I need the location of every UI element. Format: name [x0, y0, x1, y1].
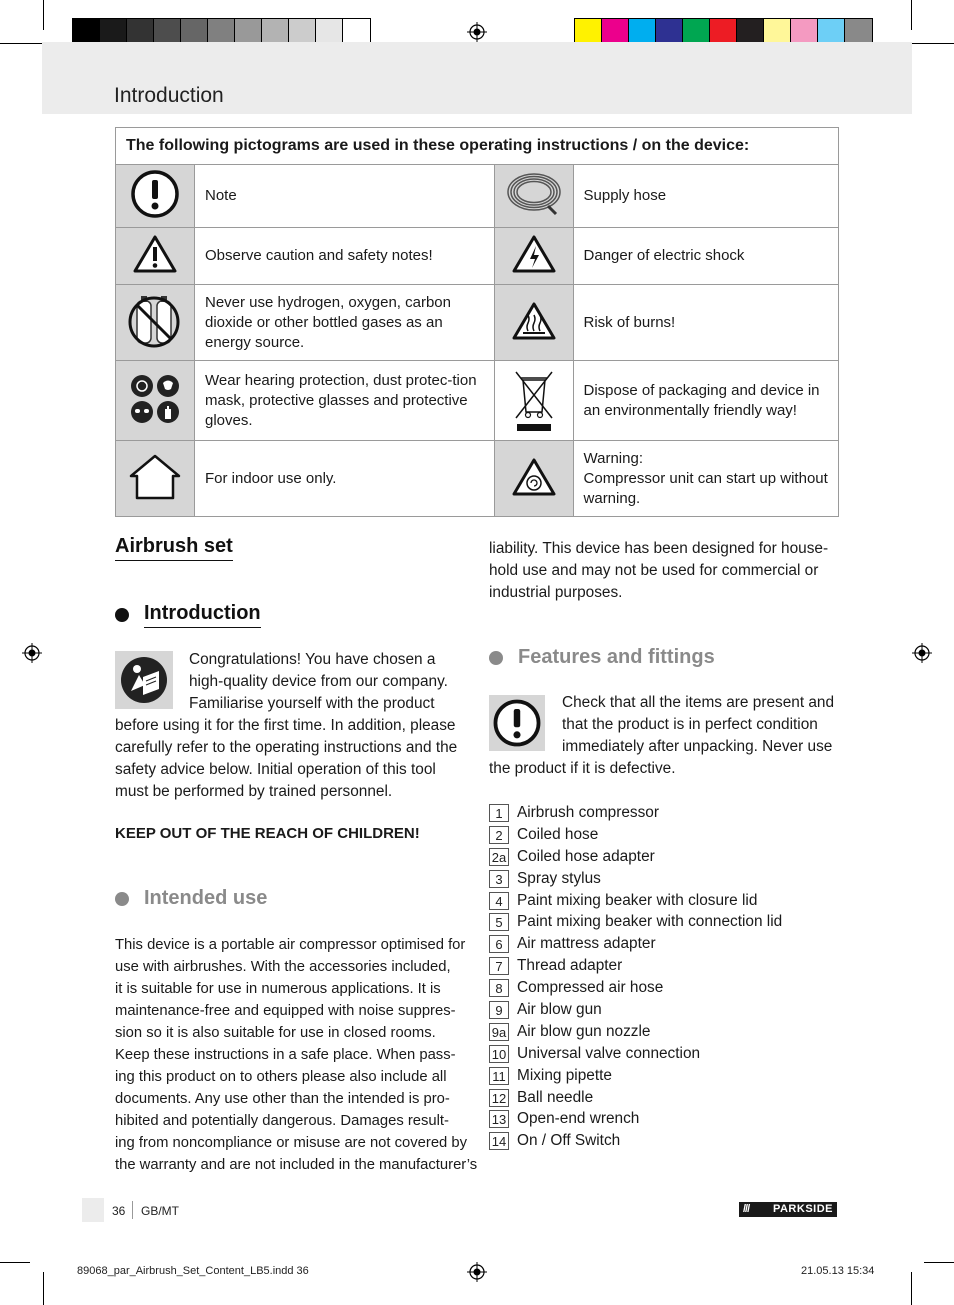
item-number-badge: 1	[489, 804, 509, 822]
pictogram-label: Note	[195, 165, 495, 228]
hot-surface-triangle-icon	[511, 301, 557, 341]
bullet-icon	[489, 651, 503, 665]
item-label: Air mattress adapter	[517, 935, 656, 953]
text-line: This device is a portable air compressor optimised for	[115, 937, 466, 953]
list-item	[489, 890, 782, 912]
pictogram-table	[115, 127, 839, 517]
burns-icon-cell	[494, 285, 573, 361]
text-line: immediately after unpacking. Never use	[562, 738, 833, 755]
list-item	[489, 1043, 782, 1065]
item-number-badge: 10	[489, 1045, 509, 1063]
list-item	[489, 868, 782, 890]
registration-mark-icon	[912, 643, 932, 663]
no-gas-bottles-icon	[127, 291, 183, 351]
item-number-badge: 3	[489, 870, 509, 888]
crop-mark	[924, 1262, 954, 1263]
crop-mark	[0, 43, 42, 44]
house-icon	[127, 452, 183, 502]
warning-triangle-icon	[132, 234, 178, 274]
list-item	[489, 911, 782, 933]
slug-date: 21.05.13 15:34	[801, 1265, 875, 1277]
text-line: sion so it is also suitable for use in closed rooms.	[115, 1025, 436, 1041]
item-number-badge: 4	[489, 892, 509, 910]
exclamation-circle-icon	[129, 168, 181, 220]
list-item	[489, 1087, 782, 1109]
text-line: Congratulations! You have chosen a	[189, 651, 436, 668]
item-number-badge: 6	[489, 935, 509, 953]
pictogram-label: Warning: Compressor unit can start up without warning.	[573, 441, 838, 517]
item-number-badge: 2	[489, 826, 509, 844]
list-item	[489, 1130, 782, 1152]
slug-file: 89068_par_Airbrush_Set_Content_LB5.indd 36	[77, 1265, 309, 1277]
item-number-badge: 7	[489, 957, 509, 975]
section-heading-airbrush-set: Airbrush set	[115, 535, 233, 561]
text-line: carefully refer to the operating instructions and the	[115, 739, 458, 756]
text-line: the product if it is defective.	[489, 760, 676, 777]
electric-icon-cell	[494, 228, 573, 285]
footer-divider	[132, 1201, 133, 1219]
crop-mark	[43, 0, 44, 30]
text-line: safety advice below. Initial operation of this tool	[115, 761, 436, 778]
features-list	[489, 802, 782, 1152]
text-line: liability. This device has been designed for house-	[489, 540, 829, 557]
caution-icon-cell	[116, 228, 195, 285]
gas-icon-cell	[116, 285, 195, 361]
item-label: Air blow gun nozzle	[517, 1022, 651, 1040]
crop-mark	[0, 1262, 30, 1263]
pictogram-label: Dispose of packaging and device in an environmentally friendly way!	[573, 361, 838, 441]
crop-mark	[911, 0, 912, 30]
text-line: use with airbrushes. With the accessories included,	[115, 959, 451, 975]
item-label: Coiled hose adapter	[517, 847, 655, 865]
indoor-icon-cell	[116, 441, 195, 517]
text-line: hold use and may not be used for commercial or	[489, 562, 819, 579]
exclamation-circle-icon	[489, 695, 545, 751]
section-heading-intended-use	[115, 887, 267, 910]
item-number-badge: 8	[489, 979, 509, 997]
locale-label: GB/MT	[141, 1204, 179, 1218]
registration-mark-icon	[467, 22, 487, 42]
list-item	[489, 999, 782, 1021]
protective-gear-icons	[127, 371, 183, 427]
page-number: 36	[112, 1204, 126, 1218]
electric-shock-triangle-icon	[511, 234, 557, 274]
list-item	[489, 1021, 782, 1043]
disposal-icon-cell	[494, 361, 573, 441]
note-icon-box	[489, 695, 545, 751]
item-label: Mixing pipette	[517, 1066, 612, 1084]
brand-logo	[739, 1202, 837, 1217]
item-label: On / Off Switch	[517, 1132, 621, 1150]
bullet-icon	[115, 892, 129, 906]
brand-name: PARKSIDE	[772, 1203, 833, 1215]
text-line: the warranty and are not included in the manufacturer’s	[115, 1157, 478, 1173]
text-line: that the product is in perfect condition	[562, 716, 818, 733]
item-number-badge: 5	[489, 913, 509, 931]
text-line: before using it for the first time. In addition, please	[115, 717, 456, 734]
check-paragraph	[489, 758, 676, 780]
text-line: high-quality device from our company.	[189, 673, 448, 690]
read-manual-icon	[115, 651, 173, 709]
text-line: Familiarise yourself with the product	[189, 695, 435, 712]
text-line: it is suitable for use in numerous applications. It is	[115, 981, 441, 997]
item-label: Paint mixing beaker with connection lid	[517, 913, 783, 931]
logo-stripes-icon: ///	[743, 1203, 750, 1215]
intro-paragraph-wrapped	[189, 649, 448, 715]
note-icon-cell	[116, 165, 195, 228]
item-number-badge: 9	[489, 1001, 509, 1019]
coiled-hose-icon	[502, 166, 566, 222]
text-line: Check that all the items are present and	[562, 694, 835, 711]
item-number-badge: 2a	[489, 848, 509, 866]
pictogram-label: Never use hydrogen, oxygen, carbon dioxide or other bottled gases as an energy source.	[195, 285, 495, 361]
item-number-badge: 12	[489, 1089, 509, 1107]
text-line: ing this product on to others please also include all	[115, 1069, 447, 1085]
crop-mark	[43, 1272, 44, 1305]
protection-icon-cell	[116, 361, 195, 441]
item-label: Open-end wrench	[517, 1110, 640, 1128]
bullet-icon	[115, 608, 129, 622]
liability-paragraph	[489, 538, 828, 604]
item-number-badge: 11	[489, 1067, 509, 1085]
text-line: hibited and potentially dangerous. Damages result-	[115, 1113, 449, 1129]
text-line: industrial purposes.	[489, 584, 623, 601]
item-number-badge: 14	[489, 1132, 509, 1150]
check-paragraph-wrapped	[562, 692, 834, 758]
list-item	[489, 846, 782, 868]
auto-start-triangle-icon	[511, 457, 557, 497]
read-manual-icon-box	[115, 651, 173, 709]
item-label: Spray stylus	[517, 869, 601, 887]
page-title: Introduction	[114, 84, 224, 107]
item-label: Air blow gun	[517, 1000, 602, 1018]
heading-text: Intended use	[144, 887, 268, 909]
pictogram-table-heading: The following pictograms are used in these operating instructions / on the device:	[116, 128, 839, 165]
list-item	[489, 977, 782, 999]
text-line: maintenance-free and equipped with noise suppres-	[115, 1003, 456, 1019]
item-label: Thread adapter	[517, 957, 623, 975]
list-item	[489, 1065, 782, 1087]
pictogram-label: Observe caution and safety notes!	[195, 228, 495, 285]
auto-start-icon-cell	[494, 441, 573, 517]
section-heading-features	[489, 646, 715, 669]
item-label: Ball needle	[517, 1088, 594, 1106]
crop-mark	[911, 1272, 912, 1305]
item-label: Paint mixing beaker with closure lid	[517, 891, 758, 909]
item-label: Coiled hose	[517, 825, 599, 843]
item-label: Compressed air hose	[517, 979, 664, 997]
text-line: Keep these instructions in a safe place. When pass-	[115, 1047, 456, 1063]
heading-text: Features and fittings	[518, 646, 715, 668]
list-item	[489, 802, 782, 824]
section-heading-introduction	[115, 602, 261, 628]
text-line: ing from noncompliance or misuse are not covered by	[115, 1135, 468, 1151]
heading-text: Introduction	[144, 602, 261, 628]
registration-mark-icon	[467, 1262, 487, 1282]
child-warning: KEEP OUT OF THE REACH OF CHILDREN!	[115, 825, 420, 842]
item-label: Universal valve connection	[517, 1044, 701, 1062]
pictogram-label: Wear hearing protection, dust protec-tion mask, protective glasses and protective gloves.	[195, 361, 495, 441]
pictogram-label: Supply hose	[573, 165, 838, 228]
intended-use-paragraph	[115, 934, 477, 1176]
pictogram-label: Danger of electric shock	[573, 228, 838, 285]
pictogram-label: For indoor use only.	[195, 441, 495, 517]
hose-icon-cell	[494, 165, 573, 228]
intro-paragraph	[115, 715, 457, 803]
list-item	[489, 824, 782, 846]
crop-mark	[912, 43, 954, 44]
text-line: documents. Any use other than the intended is pro-	[115, 1091, 450, 1107]
footer-tab	[82, 1198, 104, 1222]
list-item	[489, 933, 782, 955]
item-label: Airbrush compressor	[517, 803, 659, 821]
list-item	[489, 955, 782, 977]
item-number-badge: 9a	[489, 1023, 509, 1041]
registration-mark-icon	[22, 643, 42, 663]
pictogram-label: Risk of burns!	[573, 285, 838, 361]
item-number-badge: 13	[489, 1110, 509, 1128]
list-item	[489, 1108, 782, 1130]
text-line: must be performed by trained personnel.	[115, 783, 393, 800]
crossed-bin-icon	[511, 366, 557, 432]
